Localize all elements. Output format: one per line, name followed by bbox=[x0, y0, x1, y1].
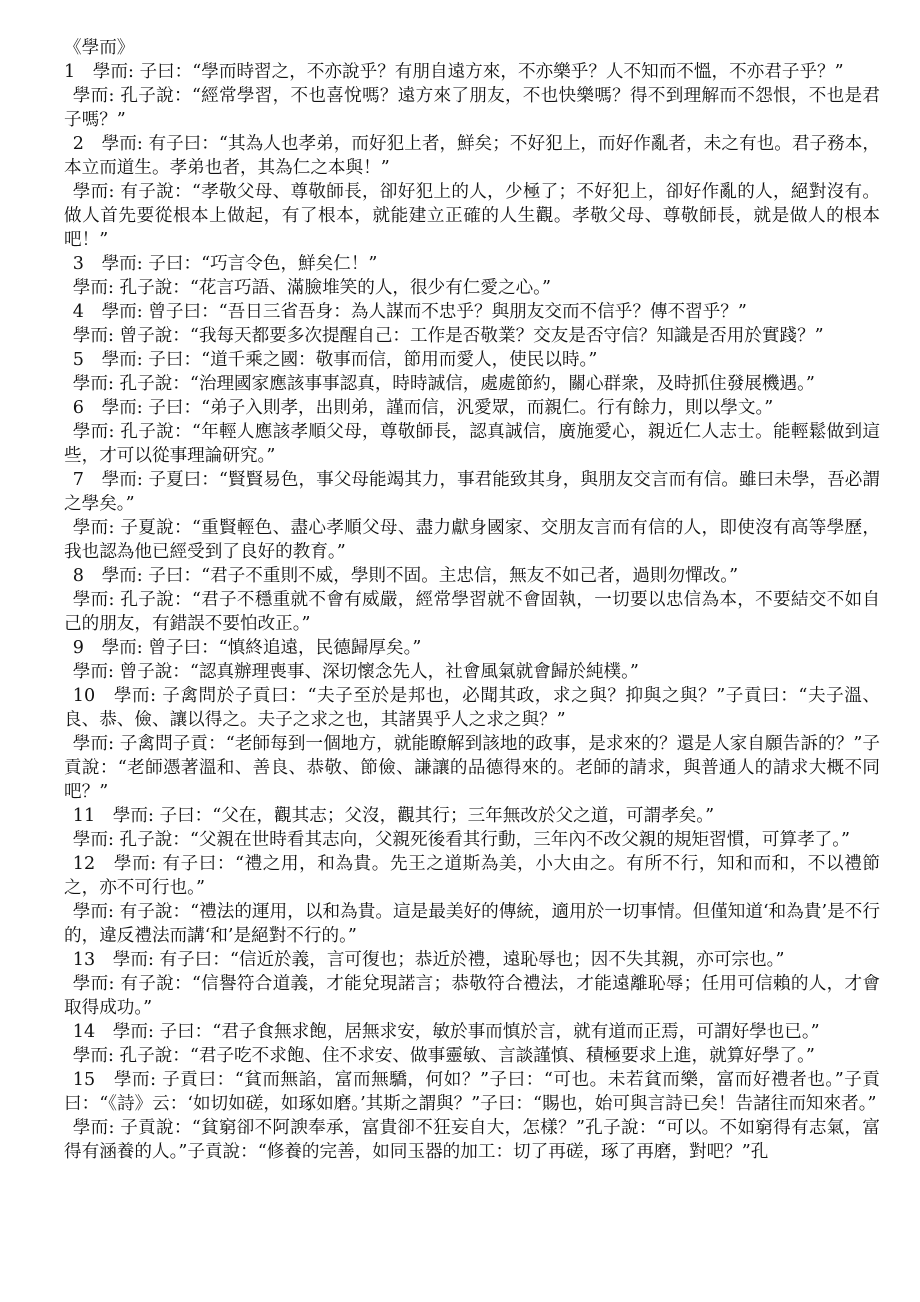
verse-10-original: 10 學而: 子禽問於子貢曰：“夫子至於是邦也，必聞其政，求之與？抑與之與？”子貢曰：“夫子溫、良、恭、儉、讓以得之。夫子之求之也，其諸異乎人之求之與？” bbox=[64, 686, 880, 730]
verse-11-translation: 學而: 孔子說：“父親在世時看其志向，父親死後看其行動，三年內不改父親的規矩習慣，可算孝了。” bbox=[72, 830, 851, 850]
verse-14-original: 14 學而: 子曰：“君子食無求飽，居無求安，敏於事而慎於言，就有道而正焉，可謂好學也已。” bbox=[72, 1022, 820, 1042]
verse-12-translation: 學而: 有子說：“禮法的運用，以和為貴。這是最美好的傳統，適用於一切事情。但僅知道‘和為貴’是不行的，違反禮法而講‘和’是絕對不行的。” bbox=[64, 902, 880, 946]
verse-8-translation: 學而: 孔子說：“君子不穩重就不會有威嚴，經常學習就不會固執，一切要以忠信為本，不要結交不如自己的朋友，有錯誤不要怕改正。” bbox=[64, 590, 880, 634]
document-page bbox=[64, 36, 880, 1164]
verse-2-translation: 學而: 有子說：“孝敬父母、尊敬師長，卻好犯上的人，少極了；不好犯上，卻好作亂的人，絕對沒有。做人首先要從根本上做起，有了根本，就能建立正確的人生觀。孝敬父母、尊敬師長，就是做人的根本吧！” bbox=[64, 182, 880, 250]
verse-11-original: 11 學而: 子曰：“父在，觀其志；父沒，觀其行；三年無改於父之道，可謂孝矣。” bbox=[72, 806, 715, 826]
verse-15-translation: 學而: 子貢說：“貧窮卻不阿諛奉承，富貴卻不狂妄自大，怎樣？”孔子說：“可以。不如窮得有志氣，富得有涵養的人。”子貢說：“修養的完善，如同玉器的加工：切了再磋，琢了再磨，對吧？”孔 bbox=[64, 1118, 880, 1162]
verse-8-original: 8 學而: 子曰：“君子不重則不威，學則不固。主忠信，無友不如己者，過則勿憚改。” bbox=[72, 566, 739, 586]
verse-9-original: 9 學而: 曾子曰：“慎終追遠，民德歸厚矣。” bbox=[72, 638, 422, 658]
verse-13-translation: 學而: 有子說：“信譽符合道義，才能兌現諾言；恭敬符合禮法，才能遠離恥辱；任用可信賴的人，才會取得成功。” bbox=[64, 974, 880, 1018]
verse-1-translation: 學而: 孔子說：“經常學習，不也喜悅嗎？遠方來了朋友，不也快樂嗎？得不到理解而不怨恨，不也是君子嗎？” bbox=[64, 86, 880, 130]
verse-13-original: 13 學而: 有子曰：“信近於義，言可復也；恭近於禮，遠恥辱也；因不失其親，亦可宗也。” bbox=[72, 950, 785, 970]
verse-14-translation: 學而: 孔子說：“君子吃不求飽、住不求安、做事靈敏、言談謹慎、積極要求上進，就算好學了。” bbox=[72, 1046, 815, 1066]
document-title: 《學而》 bbox=[64, 38, 135, 58]
verse-15-original: 15 學而: 子貢曰：“貧而無諂，富而無驕，何如？”子曰：“可也。未若貧而樂，富而好禮者也。”子貢曰：“《詩》云：‘如切如磋，如琢如磨。’其斯之謂與？”子曰：“賜也，始可與言詩已矣！告諸往而知來者。” bbox=[64, 1070, 880, 1114]
verse-6-translation: 學而: 孔子說：“年輕人應該孝順父母，尊敬師長，認真誠信，廣施愛心，親近仁人志士。能輕鬆做到這些，才可以從事理論研究。” bbox=[64, 422, 880, 466]
verse-1-original: 1 學而: 子曰：“學而時習之，不亦說乎？有朋自遠方來，不亦樂乎？人不知而不慍，不亦君子乎？” bbox=[64, 62, 844, 82]
verse-3-original: 3 學而: 子曰：“巧言令色，鮮矣仁！” bbox=[72, 254, 378, 274]
verse-10-translation: 學而: 子禽問子貢：“老師每到一個地方，就能瞭解到該地的政事，是求來的？還是人家自願告訴的？”子貢說：“老師憑著溫和、善良、恭敬、節儉、謙讓的品德得來的。老師的請求，與普通人的請求大概不同吧？” bbox=[64, 734, 880, 802]
verse-2-original: 2 學而: 有子曰：“其為人也孝弟，而好犯上者，鮮矣；不好犯上，而好作亂者，未之有也。君子務本，本立而道生。孝弟也者，其為仁之本與！” bbox=[64, 134, 880, 178]
verse-7-original: 7 學而: 子夏曰：“賢賢易色，事父母能竭其力，事君能致其身，與朋友交言而有信。雖曰未學，吾必謂之學矣。” bbox=[64, 470, 880, 514]
verse-5-translation: 學而: 孔子說：“治理國家應該事事認真，時時誠信，處處節約，關心群衆，及時抓住發展機遇。” bbox=[72, 374, 815, 394]
verse-4-translation: 學而: 曾子說：“我每天都要多次提醒自己：工作是否敬業？交友是否守信？知識是否用於實踐？” bbox=[72, 326, 824, 346]
verse-6-original: 6 學而: 子曰：“弟子入則孝，出則弟，謹而信，汎愛眾，而親仁。行有餘力，則以學文。” bbox=[72, 398, 774, 418]
verse-12-original: 12 學而: 有子曰：“禮之用，和為貴。先王之道斯為美，小大由之。有所不行，知和而和，不以禮節之，亦不可行也。” bbox=[64, 854, 880, 898]
verse-9-translation: 學而: 曾子說：“認真辦理喪事、深切懷念先人，社會風氣就會歸於純樸。” bbox=[72, 662, 639, 682]
verse-4-original: 4 學而: 曾子曰：“吾日三省吾身：為人謀而不忠乎？與朋友交而不信乎？傳不習乎？” bbox=[72, 302, 747, 322]
verse-3-translation: 學而: 孔子說：“花言巧語、滿臉堆笑的人，很少有仁愛之心。” bbox=[72, 278, 551, 298]
verse-7-translation: 學而: 子夏說：“重賢輕色、盡心孝順父母、盡力獻身國家、交朋友言而有信的人，即使沒有高等學歷，我也認為他已經受到了良好的教育。” bbox=[64, 518, 880, 562]
verse-5-original: 5 學而: 子曰：“道千乘之國：敬事而信，節用而愛人，使民以時。” bbox=[72, 350, 598, 370]
